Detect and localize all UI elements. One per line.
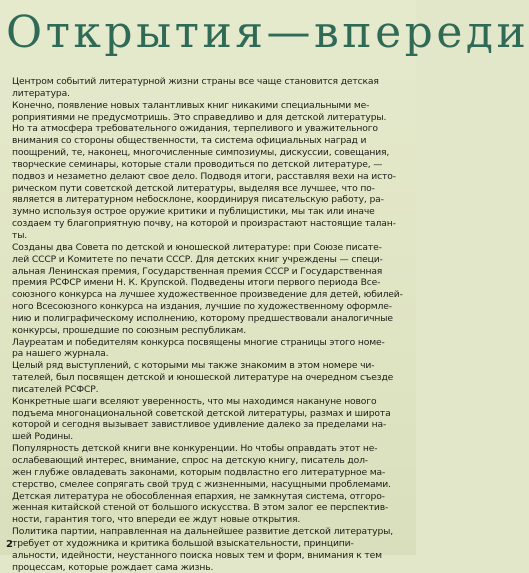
text-line: женная китайской стеной от большого искусства. В этом залог ее перспектив-: [12, 502, 389, 514]
text-line: Конкретные шаги вселяют уверенность, что мы находимся накануне нового: [12, 395, 377, 407]
text-line: конкурсы, прошедшие по союзным республикам.: [12, 324, 246, 336]
text-line: писателей РСФСР.: [12, 383, 99, 395]
page-number: 2: [6, 539, 13, 550]
text-line: поощрений, те, наконец, многочисленные симпозиумы, дискуссии, совещания,: [12, 147, 390, 159]
page-headline: Открытия—впереди: [6, 7, 529, 58]
text-line: Созданы два Совета по детской и юношеской литературе: при Союзе писате-: [12, 241, 382, 253]
text-line: ного Всесоюзного конкурса на издания, лучшие по художественному оформле-: [12, 301, 392, 313]
text-line: литература.: [12, 87, 70, 99]
text-line: которой и сегодня вызывает завистливое удивление далеко за пределами на-: [12, 419, 387, 431]
text-line: альная Ленинская премия, Государственная премия СССР и Государственная: [12, 265, 383, 277]
text-line: стерство, смелее сопрягать свой труд с жизненными, насущными проблемами.: [12, 478, 391, 490]
text-line: союзного конкурса на лучшее художественное произведение для детей, юбилей-: [12, 289, 403, 301]
text-line: создаем ту благоприятную почву, на которой и произрастают настоящие талан-: [12, 218, 396, 230]
text-line: подвоз и незаметно делают свое дело. Подводя итоги, расставляя вехи на исто-: [12, 170, 396, 182]
text-line: творческие семинары, которые стали проводиться по детской литературе, —: [12, 158, 383, 170]
text-line: нию и полиграфическому исполнению, которому предшествовали аналогичные: [12, 312, 393, 324]
text-line: роприятиями не предусмотришь. Это справедливо и для детской литературы.: [12, 111, 387, 123]
text-line: жен глубже овладевать законами, которым подвластно его литературное ма-: [12, 466, 386, 478]
text-line: зумно используя острое оружие критики и публицистики, мы так или иначе: [12, 206, 375, 218]
text-line: альности, идейности, неустанного поиска новых тем и форм, внимания к тем: [12, 549, 382, 561]
text-line: ослабевающий интерес, внимание, спрос на детскую книгу, писатель дол-: [12, 455, 368, 466]
text-line: ности, гарантия того, что впереди ее ждут новые открытия.: [12, 514, 301, 526]
text-line: Но та атмосфера требовательного ожидания, терпеливого и уважительного: [12, 123, 378, 135]
text-line: Политика партии, направленная на дальнейшее развитие детской литературы,: [12, 526, 394, 538]
text-line: Конечно, появление новых талантливых книг никакими специальными ме-: [12, 99, 370, 111]
text-line: Центром событий литературной жизни страны все чаще становится детская: [12, 76, 379, 87]
text-line: ты.: [12, 229, 28, 241]
text-line: премия РСФСР имени Н. К. Крупской. Подведены итоги первого периода Все-: [12, 277, 381, 289]
text-line: требует от художника и критика большой взыскательности, принципи-: [12, 537, 354, 549]
text-line: Популярность детской книги вне конкуренции. Но чтобы оправдать этот не-: [12, 443, 378, 455]
text-line: подъема многонациональной советской детской литературы, размах и широта: [12, 407, 391, 419]
text-line: Детская литература не обособленная епархия, не замкнутая система, отгоро-: [12, 490, 385, 502]
text-line: внимания со стороны общественности, та система официальных наград и: [12, 135, 367, 147]
text-line: лей СССР и Комитете по печати СССР. Для детских книг учреждены — специ-: [12, 253, 383, 265]
text-line: ра нашего журнала.: [12, 348, 109, 360]
text-line: Лауреатам и победителям конкурса посвящены многие страницы этого номе-: [12, 336, 385, 348]
text-line: тателей, был посвящен детской и юношеской литературе на очередном съезде: [12, 372, 394, 384]
text-line: Целый ряд выступлений, с которыми мы также знакомим в этом номере чи-: [12, 360, 375, 372]
text-line: шей Родины.: [12, 431, 73, 443]
text-line: является в литературном небосклоне, координируя писательскую работу, ра-: [12, 194, 384, 206]
article-body: [12, 76, 410, 573]
text-line: процессам, которые рождает сама жизнь.: [12, 561, 214, 573]
text-line: рическом пути советской детской литературы, выделяя все лучшее, что по-: [12, 182, 375, 194]
